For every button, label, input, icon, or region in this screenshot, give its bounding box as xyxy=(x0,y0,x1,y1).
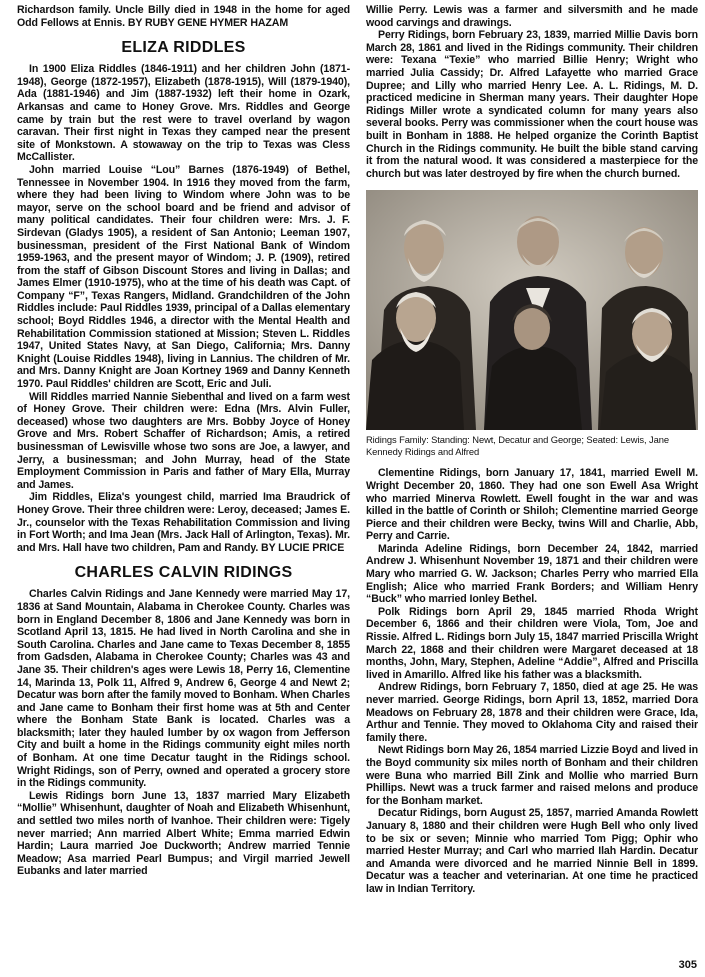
newt-paragraph: Newt Ridings born May 26, 1854 married Lizzie Boyd and lived in the Boyd community six miles north of Bonham and their children were Buna who married Bill Zink and Mollie who married Burn Phillips. Newt was a truck farmer and raised melons and produce for the Bonham market. xyxy=(366,744,698,807)
eliza-paragraph-1: In 1900 Eliza Riddles (1846-1911) and her children John (1871-1948), George (1872-1957), Elizabeth (1878-1915), Will (1879-1940), Ada (1881-1946) and Jim (1887-1932) left their home in Ozark, Arkansas and came to Honey Grove. Mrs. Riddles and George came by train but the rest were to travel overland by wagon caravan. Their first night in Texas they camped near the present site of Monkstown. A stowaway on the trip to Texas was Cless McCallister. xyxy=(17,63,350,164)
eliza-paragraph-2: John married Louise “Lou” Barnes (1876-1949) of Bethel, Tennessee in November 1904. In 1916 they moved from the farm, where they had been living to Windom where John was to be mayor, serve on the school board and be friend and advisor of many political candidates. Their four children were: Mrs. J. F. Sirdevan (Gladys 1905), a resident of San Antonio; Leeman 1907, businessman, president of the First National Bank of Windom 1959-1963, and the present mayor of Windom; J. P. (1909), retired from the staff of Gibson Discount Stores and living in Dallas; and James Elmer (1910-1975), who at the time of his death was Capt. of Company “F”, Texas Rangers, Midland. Grandchildren of the John Riddles include: Paul Riddles 1939, principal of a Dallas elementary school; Boyd Riddles 1946, a director with the Mental Health and Rehabilitation Commission stationed at Mission; Steven L. Riddles 1947, United States Navy, at San Diego, California; Mrs. Danny Knight (Louise Riddles 1948), living in Lannius. The children of Mr. and Mrs. Danny Knight are Joan Kortney 1969 and Danny Kenneth 1970. Paul Riddles' children are Scott, Eric and Juli. xyxy=(17,163,350,391)
polk-alfred-paragraph: Polk Ridings born April 29, 1845 married Rhoda Wright December 6, 1866 and their children were Viola, Tom, Joe and Rissie. Alfred L. Ridings born July 15, 1847 married Priscilla Wright March 22, 1868 and their children were Margaret deceased at 18 months, John, Mary, Stephen, Adeline “Addie”, Alfred and Priscilla lived in Amarillo. Alfred like his father was a blacksmith. xyxy=(366,605,698,681)
section-title-charles-calvin-ridings: CHARLES CALVIN RIDINGS xyxy=(74,564,293,582)
section-title-eliza-riddles: ELIZA RIDDLES xyxy=(121,39,246,57)
charles-paragraph-2: Lewis Ridings born June 13, 1837 married Mary Elizabeth “Mollie” Whisenhunt, daughter of Noah and Elizabeth Whisenhunt, and settled two miles north of Ivanhoe. Their children were: Tigely never married; Ann married Albert White; Emma married Edwin Hardin; Laura married Joe Duckworth; Andrew married Tennie Meadow; Asa married Pearl Bumpus; and Virgil married Jewell Eubanks and later married xyxy=(17,789,350,878)
marinda-paragraph: Marinda Adeline Ridings, born December 24, 1842, married Andrew J. Whisenhunt November 19, 1871 and their children were Mary who married G. W. Jackson; Charles Perry who married Ella English; Alice who married Frank Borders; and William Henry “Buck” who married Ionley Bethel. xyxy=(366,542,698,606)
eliza-paragraph-4: Jim Riddles, Eliza's youngest child, married Ima Braudrick of Honey Grove. Their three children were: Leroy, deceased; James E. Jr., counselor with the Texas Rehabilitation Commission and living in Fort Worth; and Ima Jean (Mrs. Jack Hall of Arlington, Texas). Mr. and Mrs. Hall have two children, Pam and Randy. BY LUCIE PRICE xyxy=(17,491,350,554)
page-number: 305 xyxy=(678,959,697,971)
charles-paragraph-1: Charles Calvin Ridings and Jane Kennedy were married May 17, 1836 at Sand Mountain, Alabama in Cherokee County. Charles was born in England December 8, 1806 and Jane Kennedy was born in Scotland April 13, 1815. He had lived in North Carolina and she in South Carolina. Charles and Jane came to Texas December 8, 1855 from Gadsden, Alabama in Cherokee County; Charles was 43 and Jane 35. Their children's ages were Lewis 18, Perry 16, Clementine 14, Marinda 13, Polk 11, Alfred 9, Andrew 6, George 4 and Newt 2; Decatur was born after the family moved to Bonham. When Charles and Jane came to Bonham their first home was at 5th and Center where the Bonham State Bank is located. Charles was a blacksmith; later they hauled lumber by ox wagon from Jefferson City and built a home in the Ridings community eight miles north of Bonham. At one time Decatur taught in the Ridings school. Wright Ridings, son of Perry, owned and operated a grocery store in the Ridings community. xyxy=(17,588,350,790)
intro-paragraph: Richardson family. Uncle Billy died in 1948 in the home for aged Odd Fellows at Ennis. BY RUBY GENE HYMER HAZAM xyxy=(17,4,350,29)
eliza-paragraph-3: Will Riddles married Nannie Siebenthal and lived on a farm west of Honey Grove. Their children were: Edna (Mrs. Alvin Fuller, deceased) whose two daughters are Mrs. Bobby Joyce of Honey Grove and Mrs. Robert Schaffer of Richardson; Amis, a retired businessman of Lewisville whose two sons are Joe, a lawyer, and Jerry, a businessman; and John Murray, head of the State Employment Commission in Paris and father of Mary Ella, Murray and James. xyxy=(17,390,350,491)
decatur-paragraph: Decatur Ridings, born August 25, 1857, married Amanda Rowlett January 8, 1880 and their children were Hugh Bell who only lived to be six or seven; Minnie who married Tom Pigg; Ophir who married Hester Murray; and Carl who married Ilah Hardin. Decatur and Amanda were divorced and he married Ninnie Bell in 1899. Decatur was a teacher and veterinarian. At one time he practiced law in Indian Territory. xyxy=(366,807,698,895)
clementine-paragraph: Clementine Ridings, born January 17, 1841, married Ewell M. Wright December 20, 1860. They had one son Ewell Asa Wright who married Minerva Rowlett. Ewell fought in the war and was killed in the battle of Corinth or Shiloh; Clementine married George Pierce and their children were Becky, twins Will and Charlie, Abb, Perry and Carrie. xyxy=(366,467,698,543)
andrew-george-paragraph: Andrew Ridings, born February 7, 1850, died at age 25. He was never married. George Ridings, born April 13, 1852, married Dora Meadows on February 28, 1878 and their children were Grace, Ida, Arthur and Tennie. They moved to Oklahoma City and raised their family there. xyxy=(366,681,698,744)
perry-paragraph: Perry Ridings, born February 23, 1839, married Millie Davis born March 28, 1861 and lived in the Ridings community. Their children were: Texana “Texie” who married Billie Henry; Wright who married Julia Cassidy; Dr. Alfred Lafayette who married Grace Dupree; and Lilly who married Henry Lee. A. L. Ridings, M. D. practiced medicine in Sherman many years. Their daughter Hope Ridings Miller wrote a syndicated column for many years also several books. Perry was commissioner when the court house was built in Bonham in 1888. He helped organize the Corinth Baptist Church in the Ridings community. He built the bible stand carving it from the natural wood. It was considered a masterpiece for the church but was later destroyed by fire when the church burned. xyxy=(366,29,698,180)
family-photo-image xyxy=(366,190,698,430)
left-column xyxy=(17,4,350,878)
ridings-family-photo xyxy=(366,190,698,430)
lewis-continued-paragraph: Willie Perry. Lewis was a farmer and silversmith and he made wood carvings and drawings. xyxy=(366,4,698,29)
right-column xyxy=(366,4,698,896)
photo-caption: Ridings Family: Standing: Newt, Decatur and George; Seated: Lewis, Jane Kennedy Ridings and Alfred xyxy=(366,434,669,457)
